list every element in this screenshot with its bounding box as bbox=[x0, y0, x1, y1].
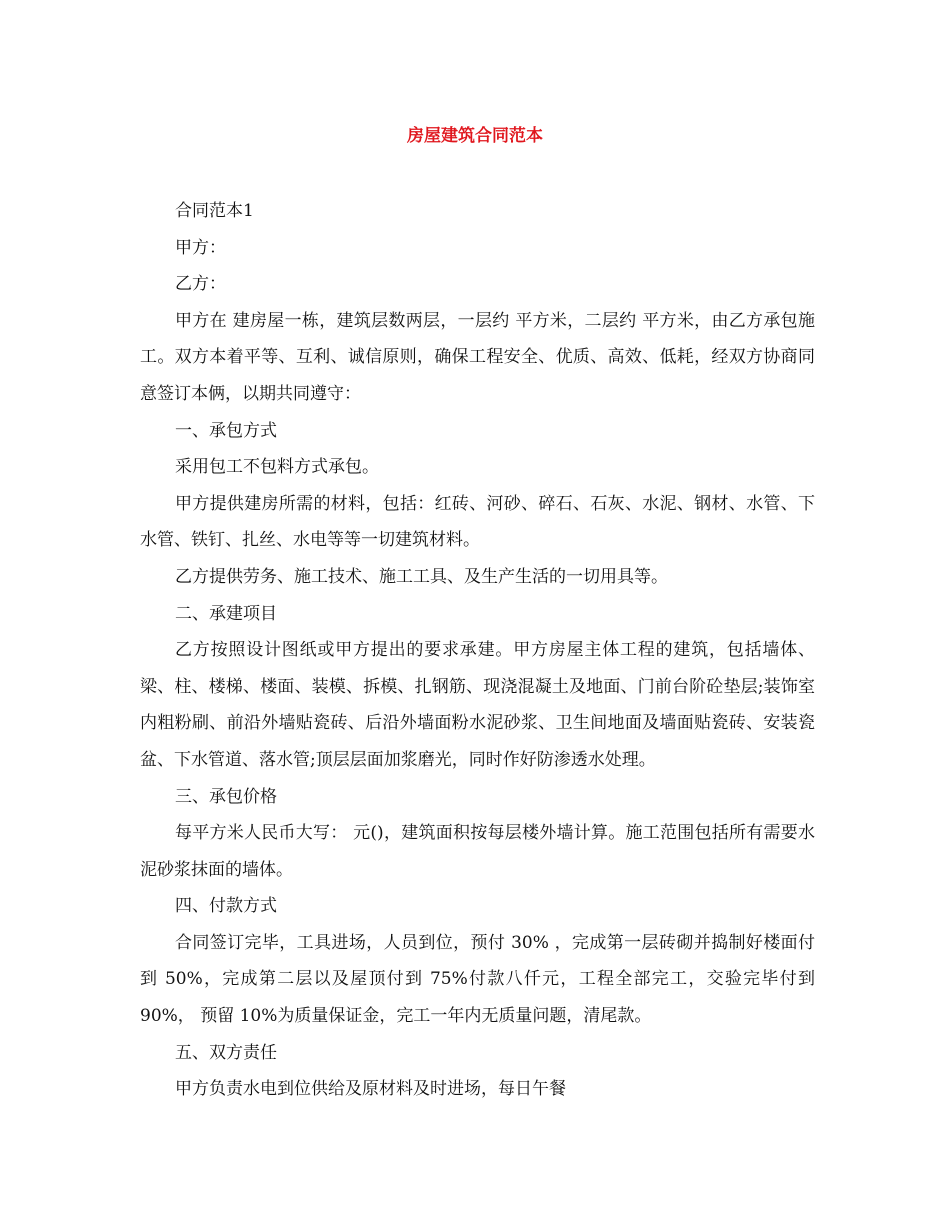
section-heading: 一、承包方式 bbox=[175, 420, 277, 441]
document-title: 房屋建筑合同范本 bbox=[407, 126, 543, 146]
paragraph: 每平方米人民币大写： 元()，建筑面积按每层楼外墙计算。施工范围包括所有需要水泥砂浆抹面的墙体。 bbox=[140, 823, 815, 880]
section-heading: 四、付款方式 bbox=[175, 896, 277, 917]
paragraph: 合同范本1 bbox=[175, 201, 254, 221]
paragraph: 甲方提供建房所需的材料，包括：红砖、河砂、碎石、石灰、水泥、钢材、水管、下水管、铁钉、扎丝、水电等等一切建筑材料。 bbox=[140, 493, 815, 551]
section-heading: 三、承包价格 bbox=[175, 786, 277, 807]
paragraph: 甲方在 建房屋一栋，建筑层数两层，一层约 平方米，二层约 平方米，由乙方承包施工。双方本着平等、互利、诚信原则，确保工程安全、优质、高效、低耗，经双方协商同意签订本俩，以期共同遵守： bbox=[140, 310, 815, 404]
paragraph: 采用包工不包料方式承包。 bbox=[175, 457, 379, 478]
section-heading: 五、双方责任 bbox=[175, 1042, 277, 1063]
paragraph: 乙方： bbox=[175, 274, 226, 295]
paragraph: 乙方提供劳务、施工技术、施工工具、及生产生活的一切用具等。 bbox=[175, 566, 668, 587]
paragraph: 合同签订完毕，工具进场，人员到位，预付 30% ，完成第一层砖砌并捣制好楼面付到 50%，完成第二层以及屋顶付到 75%付款八仟元，工程全部完工，交验完毕付到 90%， 预留 10%为质量保证金，完工一年内无质量问题，清尾款。 bbox=[140, 932, 815, 1027]
section-heading: 二、承建项目 bbox=[175, 603, 277, 624]
paragraph: 乙方按照设计图纸或甲方提出的要求承建。甲方房屋主体工程的建筑，包括墙体、梁、柱、楼梯、楼面、装模、拆模、扎钢筋、现浇混凝土及地面、门前台阶砼垫层;装饰室内粗粉刷、前沿外墙贴瓷砖、后沿外墙面粉水泥砂浆、卫生间地面及墙面贴瓷砖、安装瓷盆、下水管道、落水管;顶层层面加浆磨光，同时作好防渗透水处理。 bbox=[140, 640, 815, 770]
paragraph: 甲方负责水电到位供给及原材料及时进场，每日午餐 bbox=[175, 1079, 566, 1100]
paragraph: 甲方： bbox=[175, 237, 226, 258]
document-body bbox=[140, 193, 815, 1108]
